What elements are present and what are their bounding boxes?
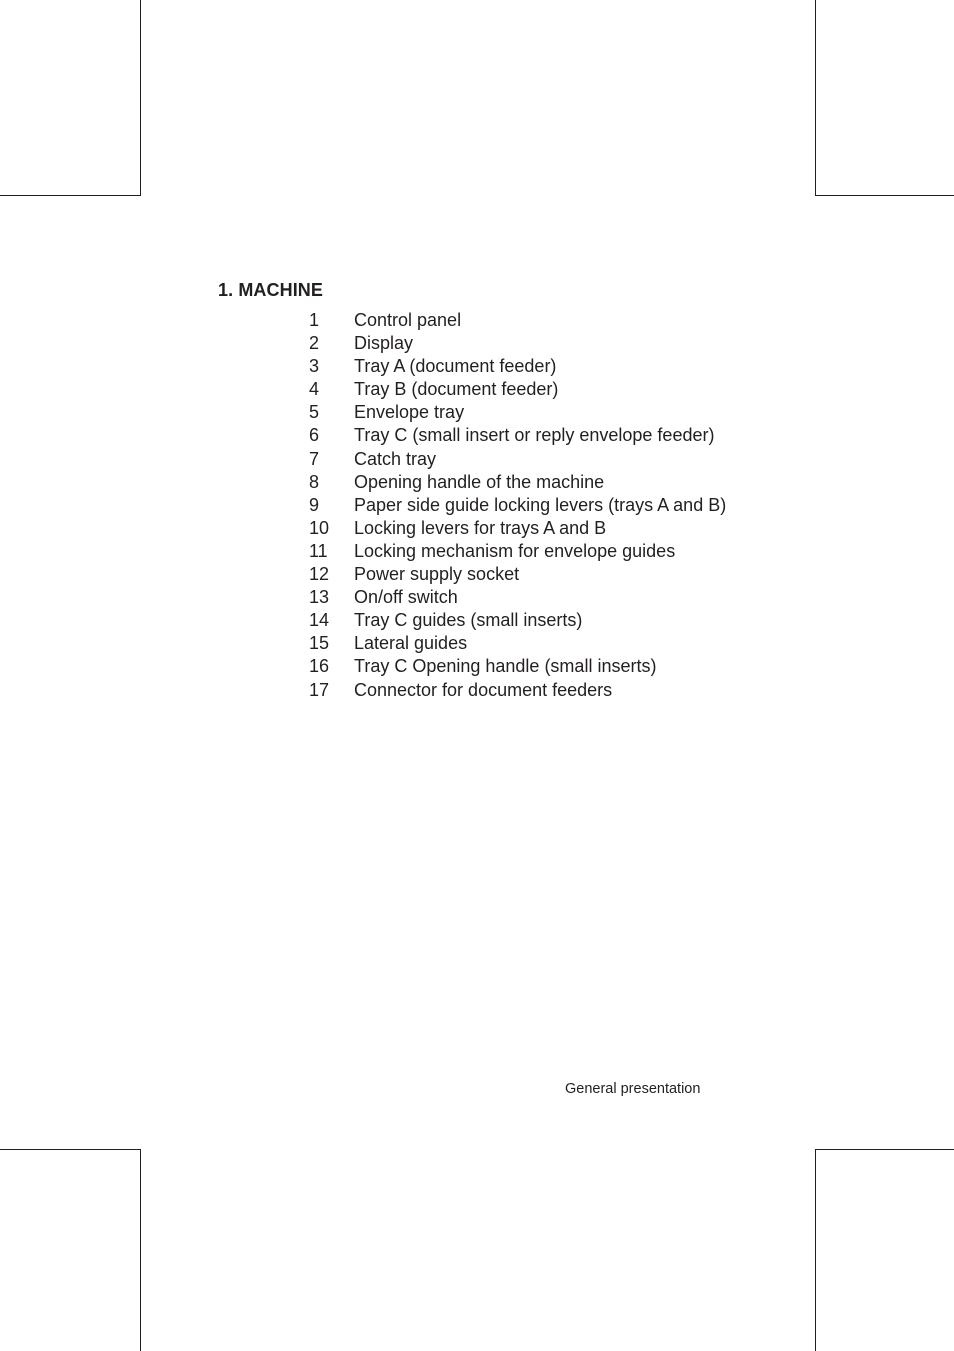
item-number: 15 (309, 633, 330, 654)
item-number: 6 (309, 425, 320, 446)
crop-mark-top-right-horizontal (815, 195, 954, 196)
list-item (309, 448, 726, 471)
crop-mark-top-right-vertical (815, 0, 816, 196)
item-label: Display (354, 333, 414, 354)
item-label: Catch tray (354, 448, 437, 469)
item-number: 4 (309, 379, 320, 400)
item-label: Tray B (document feeder) (354, 379, 559, 400)
item-number: 16 (309, 656, 330, 677)
item-number: 2 (309, 333, 320, 354)
list-item (309, 378, 726, 401)
crop-mark-top-left-vertical (140, 0, 141, 196)
item-label: Tray C guides (small inserts) (354, 610, 583, 631)
list-item (309, 355, 726, 378)
list-item (309, 563, 726, 586)
item-label: On/off switch (354, 587, 458, 608)
list-item (309, 517, 726, 540)
footer-section-name: General presentation (565, 1081, 701, 1097)
list-item (309, 655, 726, 678)
item-number: 7 (309, 448, 320, 469)
item-number: 3 (309, 356, 320, 377)
item-number: 17 (309, 679, 330, 700)
item-number: 1 (309, 310, 320, 330)
item-label: Envelope tray (354, 402, 465, 423)
list-item (309, 586, 726, 609)
item-number: 13 (309, 587, 330, 608)
item-label: Tray C (small insert or reply envelope feeder) (354, 425, 715, 446)
item-number: 12 (309, 564, 330, 585)
crop-mark-bottom-left-horizontal (0, 1149, 141, 1150)
crop-mark-bottom-left-vertical (140, 1149, 141, 1351)
list-item (309, 632, 726, 655)
item-label: Opening handle of the machine (354, 471, 605, 492)
list-item (309, 540, 726, 563)
list-item (309, 494, 726, 517)
item-number: 9 (309, 494, 320, 515)
section-title: 1. MACHINE (218, 280, 324, 300)
item-label: Paper side guide locking levers (trays A and B) (354, 494, 727, 515)
item-label: Tray A (document feeder) (354, 356, 557, 377)
item-label: Connector for document feeders (354, 679, 613, 700)
crop-mark-top-left-horizontal (0, 195, 141, 196)
crop-mark-bottom-right-vertical (815, 1149, 816, 1351)
item-number: 11 (309, 540, 328, 561)
item-label: Control panel (354, 310, 462, 330)
item-label: Lateral guides (354, 633, 468, 654)
item-label: Power supply socket (354, 564, 520, 585)
item-number: 10 (309, 517, 330, 538)
item-label: Locking levers for trays A and B (354, 517, 607, 538)
item-number: 8 (309, 471, 320, 492)
item-label: Tray C Opening handle (small inserts) (354, 656, 657, 677)
list-item (309, 609, 726, 632)
list-item (309, 332, 726, 355)
parts-list (309, 309, 726, 702)
item-number: 5 (309, 402, 320, 423)
list-item (309, 679, 726, 702)
item-label: Locking mechanism for envelope guides (354, 540, 676, 561)
list-item (309, 424, 726, 447)
list-item (309, 309, 726, 332)
list-item (309, 401, 726, 424)
crop-mark-bottom-right-horizontal (815, 1149, 954, 1150)
item-number: 14 (309, 610, 330, 631)
list-item (309, 471, 726, 494)
